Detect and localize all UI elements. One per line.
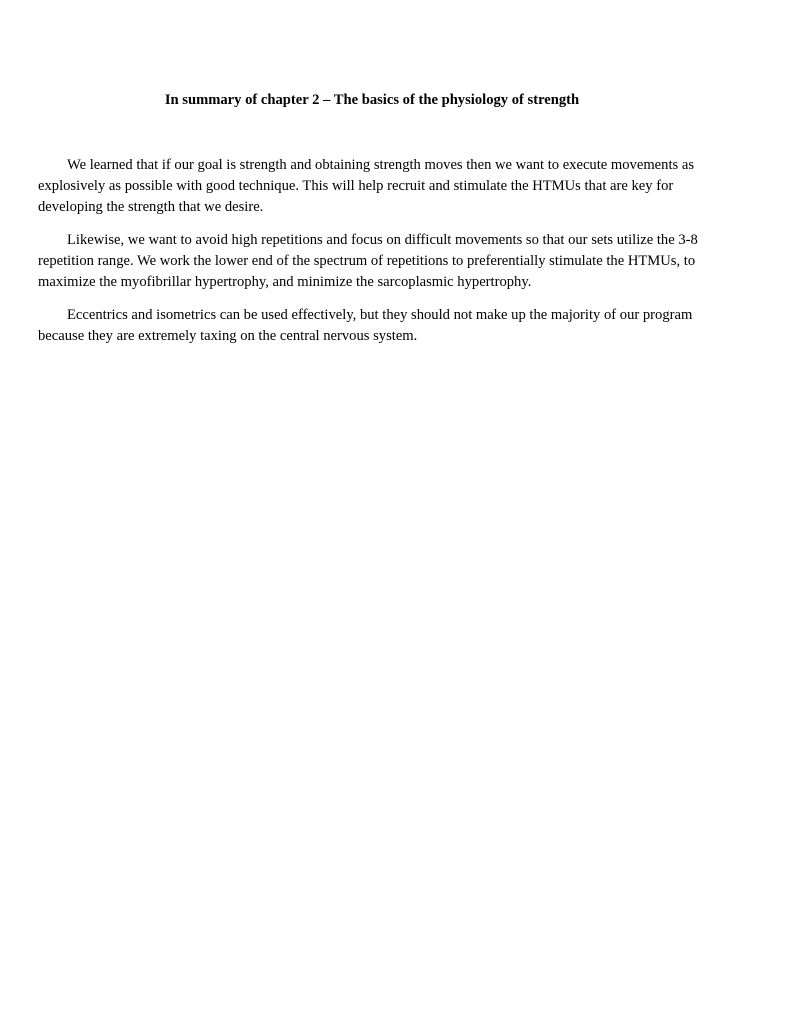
paragraph-explosive-movements: We learned that if our goal is strength and obtaining strength moves then we want to execute movements as explosively as possible with good technique. This will help recruit and stimulate the HTMUs that are key for developing the strength that we desire. [38,157,694,215]
section-heading: In summary of chapter 2 – The basics of the physiology of strength [164,92,580,108]
paragraph-eccentrics-isometrics: Eccentrics and isometrics can be used effectively, but they should not make up the majority of our program because they are extremely taxing on the central nervous system. [38,307,693,344]
summary-body [38,155,702,359]
paragraph-repetition-range: Likewise, we want to avoid high repetitions and focus on difficult movements so that our sets utilize the 3-8 repetition range. We work the lower end of the spectrum of repetitions to preferentially stimulate the HTMUs, to maximize the myofibrillar hypertrophy, and minimize the sarcoplasmic hypertrophy. [38,232,698,290]
